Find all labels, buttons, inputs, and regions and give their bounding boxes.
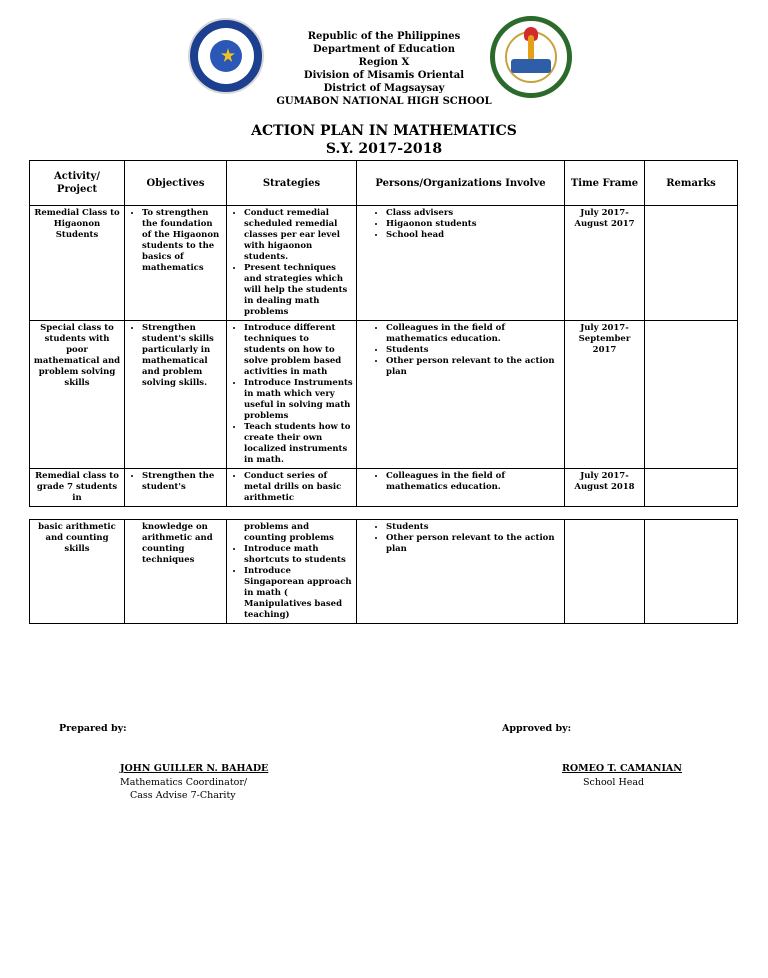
header-strategies: Strategies xyxy=(227,161,357,206)
header-region: Region X xyxy=(358,57,410,68)
activity-cell: basic arithmetic and counting skills xyxy=(30,520,125,624)
list-item: • Conduct series of metal drills on basic arithmetic xyxy=(244,471,353,504)
header-republic: Republic of the Philippines xyxy=(307,31,461,42)
list-item: • Colleagues in the field of mathematics education. xyxy=(386,471,561,493)
activity-cell: Remedial Class to Higaonon Students xyxy=(30,206,125,321)
persons-cell xyxy=(357,520,565,624)
list-item: • Introduce different techniques to students on how to solve problem based activities in math xyxy=(244,323,353,378)
page-title: ACTION PLAN IN MATHEMATICS xyxy=(251,123,517,139)
approver-name: ROMEO T. CAMANIAN xyxy=(562,763,682,774)
list-item: • Present techniques and strategies which will help the students in dealing math problems xyxy=(244,263,353,318)
action-plan-table xyxy=(29,160,738,507)
table-row xyxy=(30,206,738,321)
strategies-cell xyxy=(227,520,357,624)
list-item: • Introduce Singaporean approach in math ( Manipulatives based teaching) xyxy=(244,566,353,621)
timeframe-cell: July 2017- September 2017 xyxy=(565,321,645,469)
continuation-table xyxy=(29,519,738,624)
list-item: • Teach students how to create their own localized instruments in math. xyxy=(244,422,353,466)
timeframe-cell: July 2017- August 2018 xyxy=(565,469,645,507)
header-activity: Activity/ Project xyxy=(30,161,125,206)
header-division: Division of Misamis Oriental xyxy=(303,70,465,81)
list-item: • Introduce math shortcuts to students xyxy=(244,544,353,566)
objectives-cell xyxy=(125,321,227,469)
objectives-cell xyxy=(125,469,227,507)
preparer-title-1: Mathematics Coordinator/ xyxy=(120,777,248,788)
header-objectives: Objectives xyxy=(125,161,227,206)
list-item: • Conduct remedial scheduled remedial classes per ear level with higaonon students. xyxy=(244,208,353,263)
strategies-cell xyxy=(227,469,357,507)
remarks-cell xyxy=(645,469,738,507)
list-item: • Colleagues in the field of mathematics education. xyxy=(386,323,561,345)
strategies-lead: problems and counting problems xyxy=(244,522,334,543)
objectives-cell xyxy=(125,206,227,321)
header-timeframe: Time Frame xyxy=(565,161,645,206)
list-item: • Higaonon students xyxy=(386,219,561,230)
timeframe-cell: July 2017- August 2017 xyxy=(565,206,645,321)
strategies-cell xyxy=(227,321,357,469)
approver-title: School Head xyxy=(583,777,645,788)
table-header-row xyxy=(30,161,738,206)
header-school: GUMABON NATIONAL HIGH SCHOOL xyxy=(276,96,492,107)
list-item: • Other person relevant to the action plan xyxy=(386,356,561,378)
strategies-cell xyxy=(227,206,357,321)
list-item: • Class advisers xyxy=(386,208,561,219)
list-item: • Strengthen student's skills particularly in mathematical and problem solving skills. xyxy=(142,323,223,389)
table-row xyxy=(30,321,738,469)
list-item: • Introduce Instruments in math which very useful in solving math problems xyxy=(244,378,353,422)
list-item: • Students xyxy=(386,522,561,533)
approved-by-label: Approved by: xyxy=(502,723,572,734)
header-department: Department of Education xyxy=(313,44,455,55)
preparer-title-2: Cass Advise 7-Charity xyxy=(130,790,236,801)
header-remarks: Remarks xyxy=(645,161,738,206)
persons-cell xyxy=(357,206,565,321)
activity-cell: Remedial class to grade 7 students in xyxy=(30,469,125,507)
table-row xyxy=(30,520,738,624)
prepared-by-label: Prepared by: xyxy=(59,723,127,734)
school-year: S.Y. 2017-2018 xyxy=(325,141,443,157)
persons-cell xyxy=(357,469,565,507)
header-district: District of Magsaysay xyxy=(323,83,445,94)
table-row xyxy=(30,469,738,507)
persons-cell xyxy=(357,321,565,469)
list-item: • School head xyxy=(386,230,561,241)
preparer-name: JOHN GUILLER N. BAHADE xyxy=(120,763,269,774)
list-item: • Students xyxy=(386,345,561,356)
activity-cell: Special class to students with poor mathematical and problem solving skills xyxy=(30,321,125,469)
list-item: • Other person relevant to the action plan xyxy=(386,533,561,555)
timeframe-cell xyxy=(565,520,645,624)
remarks-cell xyxy=(645,321,738,469)
list-item: • Strengthen the student's xyxy=(142,471,223,493)
remarks-cell xyxy=(645,520,738,624)
header-persons: Persons/Organizations Involve xyxy=(357,161,565,206)
list-item: • To strengthen the foundation of the Higaonon students to the basics of mathematics xyxy=(142,208,223,274)
objectives-cell: knowledge on arithmetic and counting techniques xyxy=(125,520,227,624)
remarks-cell xyxy=(645,206,738,321)
